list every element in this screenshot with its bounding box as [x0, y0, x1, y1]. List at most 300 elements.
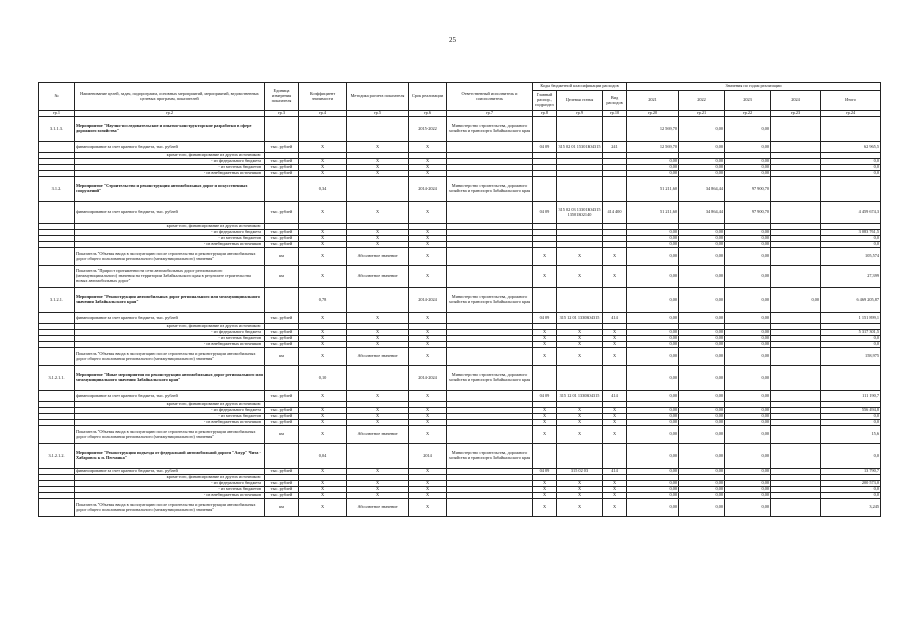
table-cell: X [409, 469, 447, 475]
table-cell: 3.1.2. [39, 177, 75, 202]
table-cell: Министерство строительства, дорожного хозяйства и транспорта Забайкальского края [447, 177, 533, 202]
table-cell: X [347, 230, 409, 236]
table-cell: 12 569,70 [627, 117, 679, 142]
table-cell [39, 202, 75, 224]
table-cell: 0,04 [299, 444, 347, 469]
table-row [39, 177, 881, 202]
table-cell: тыс. рублей [265, 330, 299, 336]
table-cell: Абсолютное значение [347, 248, 409, 266]
table-row [39, 313, 881, 324]
table-cell [265, 177, 299, 202]
table-cell: X [557, 336, 603, 342]
table-cell [557, 177, 603, 202]
table-cell: 0,00 [725, 159, 771, 165]
table-cell: X [603, 248, 627, 266]
table-cell: 1 151 899,1 [821, 313, 881, 324]
column-number-cell: гр.10 [603, 111, 627, 117]
table-cell: 158,975 [821, 348, 881, 366]
table-cell: 51 211,60 [627, 202, 679, 224]
table-cell: 04 09 [533, 469, 557, 475]
table-cell [533, 117, 557, 142]
table-cell: 04 09 [533, 313, 557, 324]
table-cell [265, 366, 299, 391]
table-row [39, 117, 881, 142]
table-cell: X [409, 336, 447, 342]
table-cell: тыс. рублей [265, 202, 299, 224]
row-name-cell: - из федерального бюджета [75, 408, 265, 414]
table-cell: 414 [603, 469, 627, 475]
row-name-cell: кроме того, финансирование из других источников: [75, 402, 265, 408]
table-cell [39, 266, 75, 288]
table-cell: 0,00 [679, 348, 725, 366]
table-cell: X [603, 330, 627, 336]
table-cell: 0,00 [725, 348, 771, 366]
table-cell: X [299, 171, 347, 177]
table-cell: X [299, 159, 347, 165]
table-cell: X [409, 342, 447, 348]
table-cell: X [557, 481, 603, 487]
table-cell: км [265, 266, 299, 288]
table-cell [39, 348, 75, 366]
table-cell: 3.1.1.3. [39, 117, 75, 142]
table-cell: 27,399 [821, 266, 881, 288]
row-name-cell: - из федерального бюджета [75, 481, 265, 487]
row-name-cell: кроме того, финансирование из других источников: [75, 475, 265, 481]
table-cell: X [409, 487, 447, 493]
table-cell: 0,00 [627, 159, 679, 165]
table-cell: X [299, 142, 347, 153]
table-cell: тыс. рублей [265, 159, 299, 165]
table-cell: 0,00 [725, 266, 771, 288]
table-cell: X [299, 266, 347, 288]
table-cell: 04 09 [533, 391, 557, 402]
row-name-cell: - из местных бюджетов [75, 236, 265, 242]
table-row [39, 348, 881, 366]
table-cell: тыс. рублей [265, 171, 299, 177]
table-cell: X [409, 202, 447, 224]
table-cell [447, 499, 533, 517]
table-cell: 241 [603, 142, 627, 153]
table-cell [533, 177, 557, 202]
table-cell: X [409, 426, 447, 444]
table-cell [39, 313, 75, 324]
table-cell: X [299, 242, 347, 248]
table-cell: км [265, 426, 299, 444]
column-number-cell: гр.9 [557, 111, 603, 117]
program-table [38, 82, 881, 517]
header-unit: Единица измерения показателя [265, 83, 299, 111]
table-cell: 556 494,8 [821, 408, 881, 414]
row-name-cell: - из федерального бюджета [75, 159, 265, 165]
table-cell: 0,00 [627, 414, 679, 420]
table-cell: X [299, 420, 347, 426]
row-name-cell: Мероприятие "Реконструкция автомобильных дорог регионального или межмуниципального значения Забайкальского края" [75, 288, 265, 313]
header-kbk-group: Коды бюджетной классификации расходов [533, 83, 627, 91]
row-name-cell: финансирование за счет краевого бюджета, тыс. рублей [75, 142, 265, 153]
table-cell: 0,00 [679, 493, 725, 499]
table-cell: 97 900,70 [725, 202, 771, 224]
header-kbk-type: Вид расходов [603, 91, 627, 111]
table-cell: 0,34 [299, 177, 347, 202]
table-cell: 0,00 [725, 242, 771, 248]
table-cell: X [409, 481, 447, 487]
table-cell [603, 444, 627, 469]
table-cell: 4 459 674,3 [821, 202, 881, 224]
table-cell [603, 177, 627, 202]
table-cell: 3.1.2.1.2. [39, 444, 75, 469]
table-cell: 3,245 [821, 499, 881, 517]
table-cell: 0,00 [627, 242, 679, 248]
table-cell: X [533, 408, 557, 414]
table-cell: 0,00 [725, 230, 771, 236]
table-cell: 315 02 03 [557, 469, 603, 475]
table-cell: 0,00 [627, 469, 679, 475]
table-cell: 0,00 [627, 444, 679, 469]
table-cell: 62 965,5 [821, 142, 881, 153]
table-cell: 0,00 [725, 288, 771, 313]
table-cell: 0,00 [679, 142, 725, 153]
row-name-cell: Мероприятие "Реконструкция подъезда от федеральной автомобильной дороги "Амур" Чита - Хабаровск к п. Песчанка" [75, 444, 265, 469]
table-cell: X [299, 248, 347, 266]
row-name-cell: - из местных бюджетов [75, 336, 265, 342]
column-number-cell: гр.8 [533, 111, 557, 117]
table-cell: 0,00 [725, 366, 771, 391]
table-cell: 0,00 [679, 342, 725, 348]
table-cell: X [409, 348, 447, 366]
table-cell: 0,00 [725, 420, 771, 426]
table-cell: X [603, 493, 627, 499]
table-cell: 0,00 [627, 420, 679, 426]
table-cell: X [603, 481, 627, 487]
table-cell: 414 [603, 313, 627, 324]
table-cell: 105,574 [821, 248, 881, 266]
table-cell: X [533, 266, 557, 288]
row-name-cell: кроме того, финансирование из других источников: [75, 153, 265, 159]
table-cell: 97 900,70 [725, 177, 771, 202]
table-cell: 0,0 [821, 159, 881, 165]
table-cell: X [533, 499, 557, 517]
table-row [39, 391, 881, 402]
table-cell: X [409, 171, 447, 177]
table-cell: км [265, 248, 299, 266]
table-cell: 2014 [409, 444, 447, 469]
table-cell [557, 117, 603, 142]
row-name-cell: кроме того, финансирование из других источников: [75, 224, 265, 230]
table-cell [557, 366, 603, 391]
column-number-cell: гр.21 [679, 111, 725, 117]
table-cell [347, 366, 409, 391]
table-row [39, 266, 881, 288]
table-cell: X [347, 236, 409, 242]
table-cell: 0,00 [627, 342, 679, 348]
table-cell: 0,00 [679, 414, 725, 420]
table-cell: X [299, 230, 347, 236]
table-cell: 0,00 [627, 288, 679, 313]
table-cell [557, 288, 603, 313]
table-cell: 0,00 [627, 248, 679, 266]
table-cell [447, 313, 533, 324]
table-cell: X [533, 330, 557, 336]
row-name-cell: - из федерального бюджета [75, 330, 265, 336]
table-cell: 3 083 761,5 [821, 230, 881, 236]
table-cell [533, 288, 557, 313]
table-cell: 0,00 [627, 493, 679, 499]
row-name-cell: Мероприятие "Строительство и реконструкция автомобильных дорог и искусственных сооружений" [75, 177, 265, 202]
table-cell: 0,0 [821, 342, 881, 348]
table-cell: тыс. рублей [265, 414, 299, 420]
table-cell: 0,00 [679, 117, 725, 142]
table-cell: X [299, 408, 347, 414]
table-cell [39, 142, 75, 153]
table-cell: 0,00 [679, 444, 725, 469]
table-cell [39, 391, 75, 402]
table-cell: 0,00 [725, 481, 771, 487]
row-name-cell: Показатель "Объемы ввода в эксплуатацию после строительства и реконструкции автомобильных дорог общего пользования регионального (межмуниципального) значения" [75, 348, 265, 366]
table-cell: X [299, 499, 347, 517]
table-row [39, 499, 881, 517]
table-cell: тыс. рублей [265, 420, 299, 426]
table-cell: X [347, 142, 409, 153]
table-cell: тыс. рублей [265, 481, 299, 487]
table-cell: X [347, 414, 409, 420]
table-cell: 0,00 [725, 487, 771, 493]
table-cell: 0,00 [725, 171, 771, 177]
table-cell: 0,0 [821, 242, 881, 248]
header-year-2022: 2022 [679, 91, 725, 111]
table-cell: X [347, 487, 409, 493]
table-cell: X [557, 499, 603, 517]
table-cell [771, 266, 821, 288]
table-cell: тыс. рублей [265, 313, 299, 324]
table-cell: Министерство строительства, дорожного хозяйства и транспорта Забайкальского края [447, 444, 533, 469]
table-cell: 0,00 [627, 348, 679, 366]
table-cell [821, 366, 881, 391]
table-cell: 3.1.2.1. [39, 288, 75, 313]
table-cell: X [409, 499, 447, 517]
table-cell: км [265, 499, 299, 517]
table-cell: 315 02 01 15301Ю4315 [557, 142, 603, 153]
table-cell: X [409, 420, 447, 426]
table-cell: тыс. рублей [265, 408, 299, 414]
column-number-cell: гр.3 [265, 111, 299, 117]
table-cell: 315 02 03 13301Ю4315 13501Ю2140 [557, 202, 603, 224]
table-cell: X [533, 493, 557, 499]
table-cell: X [409, 230, 447, 236]
table-cell: X [347, 159, 409, 165]
row-name-cell: - из внебюджетных источников [75, 171, 265, 177]
table-cell: 0,00 [679, 336, 725, 342]
table-cell: 0,00 [679, 230, 725, 236]
table-cell: X [409, 408, 447, 414]
table-cell: 414 [603, 391, 627, 402]
table-cell: X [409, 159, 447, 165]
table-cell: X [603, 499, 627, 517]
column-number-cell: гр.5 [347, 111, 409, 117]
table-cell: X [557, 487, 603, 493]
table-cell: X [299, 481, 347, 487]
table-cell: 0,00 [627, 330, 679, 336]
table-cell [447, 202, 533, 224]
row-name-cell: финансирование за счет краевого бюджета, тыс. рублей [75, 202, 265, 224]
table-cell: 0,00 [679, 242, 725, 248]
table-cell: 0,00 [725, 330, 771, 336]
table-cell: X [299, 336, 347, 342]
table-cell: 04 09 [533, 202, 557, 224]
row-name-cell: Показатель "Объемы ввода в эксплуатацию после строительства и реконструкции автомобильных дорог общего пользования регионального (межмуниципального) значения" [75, 426, 265, 444]
table-cell: 15,6 [821, 426, 881, 444]
header-name: Наименование целей, задач, подпрограмм, основных мероприятий, мероприятий, ведомственных целевых программ, показателей [75, 83, 265, 111]
row-name-cell: - из внебюджетных источников [75, 493, 265, 499]
page-number: 25 [449, 36, 456, 44]
table-cell: X [409, 330, 447, 336]
table-cell: X [347, 313, 409, 324]
row-name-cell: Мероприятие "Научно-исследовательские и опытно-конструкторские разработки в сфере дорожного хозяйства" [75, 117, 265, 142]
table-cell: X [347, 342, 409, 348]
table-cell: 0,00 [725, 313, 771, 324]
header-total: Итого [821, 91, 881, 111]
table-cell: тыс. рублей [265, 165, 299, 171]
table-cell: Абсолютное значение [347, 426, 409, 444]
table-cell: X [557, 414, 603, 420]
table-cell: 0,00 [725, 414, 771, 420]
header-term: Срок реализации [409, 83, 447, 111]
table-cell: 2015-2022 [409, 117, 447, 142]
table-cell [265, 288, 299, 313]
row-name-cell: - из внебюджетных источников [75, 342, 265, 348]
column-number-cell: гр.7 [447, 111, 533, 117]
table-row [39, 142, 881, 153]
table-cell: X [557, 348, 603, 366]
row-name-cell: Показатель "Прирост протяженности сети автомобильных дорог регионального (межмуниципального) значения на территории Забайкальского края в результате строительства новых автомобильных дорог" [75, 266, 265, 288]
table-cell [299, 117, 347, 142]
table-cell: 0,00 [771, 288, 821, 313]
table-cell: 04 09 [533, 142, 557, 153]
table-cell: 0,00 [627, 313, 679, 324]
table-cell: 0,00 [725, 499, 771, 517]
table-cell: тыс. рублей [265, 469, 299, 475]
table-cell: 0,00 [679, 366, 725, 391]
table-cell: X [409, 142, 447, 153]
row-name-cell: Мероприятие "Иные мероприятия по реконструкции автомобильных дорог регионального или межмуниципального значения Забайкальского края" [75, 366, 265, 391]
table-cell: X [299, 348, 347, 366]
table-cell: 0,00 [679, 330, 725, 336]
table-cell: X [533, 426, 557, 444]
table-cell: X [603, 414, 627, 420]
header-row-top [39, 83, 881, 91]
table-cell: X [299, 342, 347, 348]
table-cell: X [533, 336, 557, 342]
table-cell: X [299, 426, 347, 444]
table-cell: 0,00 [627, 366, 679, 391]
row-name-cell: финансирование за счет краевого бюджета, тыс. рублей [75, 313, 265, 324]
table-cell: 0,00 [679, 408, 725, 414]
table-cell [771, 348, 821, 366]
table-cell: 0,00 [679, 481, 725, 487]
table-cell: 0,00 [679, 165, 725, 171]
table-cell: 0,0 [821, 444, 881, 469]
table-cell [347, 288, 409, 313]
row-name-cell: - из местных бюджетов [75, 165, 265, 171]
table-cell: 0,00 [627, 487, 679, 493]
table-cell: 0,00 [627, 171, 679, 177]
table-cell: 0,00 [679, 313, 725, 324]
table-cell: 0,00 [725, 444, 771, 469]
table-cell: X [557, 493, 603, 499]
table-cell: X [603, 348, 627, 366]
table-cell [347, 177, 409, 202]
table-cell: 0,00 [679, 288, 725, 313]
table-cell: тыс. рублей [265, 487, 299, 493]
table-cell: X [347, 165, 409, 171]
table-cell: X [557, 408, 603, 414]
table-cell: X [299, 202, 347, 224]
table-cell: тыс. рублей [265, 142, 299, 153]
table-cell: 2014-2024 [409, 366, 447, 391]
row-name-cell: - из местных бюджетов [75, 414, 265, 420]
table-cell: 0,00 [725, 342, 771, 348]
table-cell: X [533, 342, 557, 348]
table-cell: 0,0 [821, 236, 881, 242]
table-cell: 0,00 [679, 248, 725, 266]
table-cell [771, 248, 821, 266]
table-cell [771, 142, 821, 153]
table-cell: 0,00 [679, 469, 725, 475]
header-executor: Ответственный исполнитель и соисполнитель [447, 83, 533, 111]
table-cell: 0,00 [679, 171, 725, 177]
table-cell: 0,0 [821, 165, 881, 171]
table-cell: 0,00 [725, 336, 771, 342]
table-cell: 111 190,7 [821, 391, 881, 402]
table-cell: Абсолютное значение [347, 266, 409, 288]
table-cell: X [299, 487, 347, 493]
table-cell: тыс. рублей [265, 493, 299, 499]
table-cell: 34 864,44 [679, 177, 725, 202]
table-cell: X [409, 242, 447, 248]
table-cell: тыс. рублей [265, 230, 299, 236]
table-cell: 0,00 [725, 248, 771, 266]
table-cell: 0,00 [679, 420, 725, 426]
table-cell: X [533, 348, 557, 366]
table-cell: X [533, 248, 557, 266]
table-cell: X [347, 202, 409, 224]
table-cell [771, 313, 821, 324]
table-cell: X [299, 414, 347, 420]
table-cell: 414 400 [603, 202, 627, 224]
table-cell: X [347, 408, 409, 414]
table-cell: 0,00 [725, 165, 771, 171]
table-cell: тыс. рублей [265, 242, 299, 248]
table-cell: X [347, 171, 409, 177]
table-cell: 0,0 [821, 420, 881, 426]
table-cell: 0,78 [299, 288, 347, 313]
table-cell: X [409, 236, 447, 242]
table-cell: 0,00 [679, 426, 725, 444]
table-cell: 0,00 [725, 142, 771, 153]
table-cell: 2014-2024 [409, 288, 447, 313]
table-cell: X [557, 426, 603, 444]
column-number-cell: гр.1 [39, 111, 75, 117]
table-cell: 0,00 [725, 493, 771, 499]
table-cell: X [409, 313, 447, 324]
table-cell [821, 177, 881, 202]
header-values-group: Значения по годам реализации [627, 83, 881, 91]
table-cell [557, 444, 603, 469]
table-cell: X [347, 391, 409, 402]
table-cell: 200 573,0 [821, 481, 881, 487]
table-cell: X [299, 330, 347, 336]
table-cell [39, 499, 75, 517]
column-number-cell: гр.23 [771, 111, 821, 117]
